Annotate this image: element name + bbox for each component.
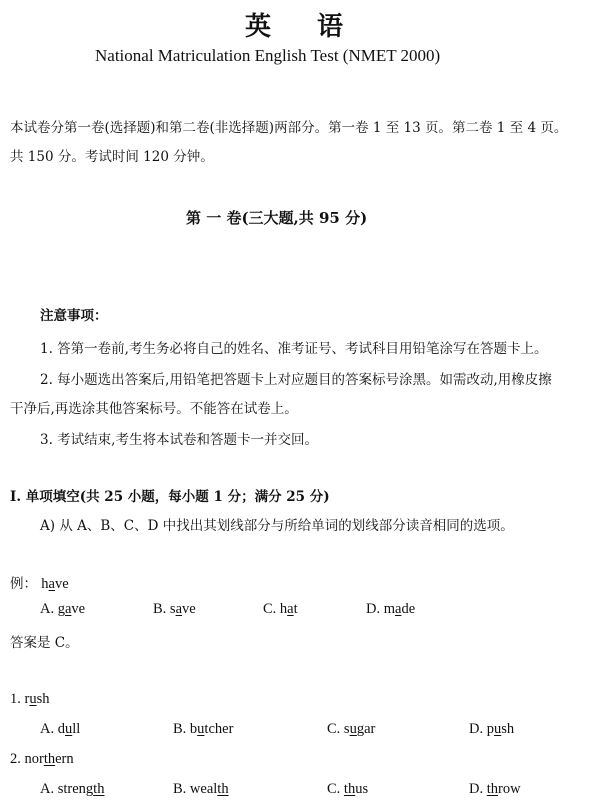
q1-option-d: D. push bbox=[469, 721, 515, 737]
notice-item-2-cont: 干净后,再选涂其他答案标号。不能答在试卷上。 bbox=[10, 401, 298, 417]
q2-option-a: A. strength bbox=[40, 781, 105, 797]
example-option-c: C. hat bbox=[263, 601, 298, 617]
page-title bbox=[245, 6, 343, 43]
title-char-1: 英 bbox=[245, 12, 272, 42]
notice-heading: 注意事项： bbox=[40, 308, 108, 324]
example-word: have bbox=[41, 576, 69, 592]
title-char-2: 语 bbox=[317, 12, 344, 42]
intro-line-2: 共 150 分。考试时间 120 分钟。 bbox=[10, 149, 214, 165]
section-heading: I. 单项填空(共 25 小题，每小题 1 分；满分 25 分) bbox=[10, 489, 330, 505]
example-option-b: B. save bbox=[153, 601, 196, 617]
page-subtitle: National Matriculation English Test (NMET 2000) bbox=[95, 46, 441, 65]
section-instruction: A) 从 A、B、C、D 中找出其划线部分与所给单词的划线部分读音相同的选项。 bbox=[40, 518, 514, 534]
q2-option-d: D. throw bbox=[469, 781, 521, 797]
notice-item-1: 1. 答第一卷前,考生务必将自己的姓名、准考证号、考试科目用铅笔涂写在答题卡上。 bbox=[40, 341, 548, 357]
q2-option-b: B. wealth bbox=[173, 781, 229, 797]
example-option-a: A. gave bbox=[40, 601, 86, 617]
intro-line-1: 本试卷分第一卷(选择题)和第二卷(非选择题)两部分。第一卷 1 至 13 页。第二卷 1 至 4 页。 bbox=[10, 120, 568, 136]
q1-option-b: B. butcher bbox=[173, 721, 234, 737]
question-1-word: 1. rush bbox=[10, 691, 50, 707]
notice-item-3: 3. 考试结束,考生将本试卷和答题卡一并交回。 bbox=[40, 432, 318, 448]
notice-item-2: 2. 每小题选出答案后,用铅笔把答题卡上对应题目的答案标号涂黑。如需改动,用橡皮擦 bbox=[40, 372, 552, 388]
q2-option-c: C. thus bbox=[327, 781, 369, 797]
example-label: 例： bbox=[10, 576, 37, 592]
part-title: 第 一 卷(三大题,共 95 分) bbox=[186, 209, 368, 227]
q1-option-a: A. dull bbox=[40, 721, 81, 737]
example-row bbox=[10, 572, 69, 593]
q1-option-c: C. sugar bbox=[327, 721, 376, 737]
question-2-word: 2. northern bbox=[10, 751, 74, 767]
example-option-d: D. made bbox=[366, 601, 416, 617]
example-answer: 答案是 C。 bbox=[10, 635, 79, 651]
